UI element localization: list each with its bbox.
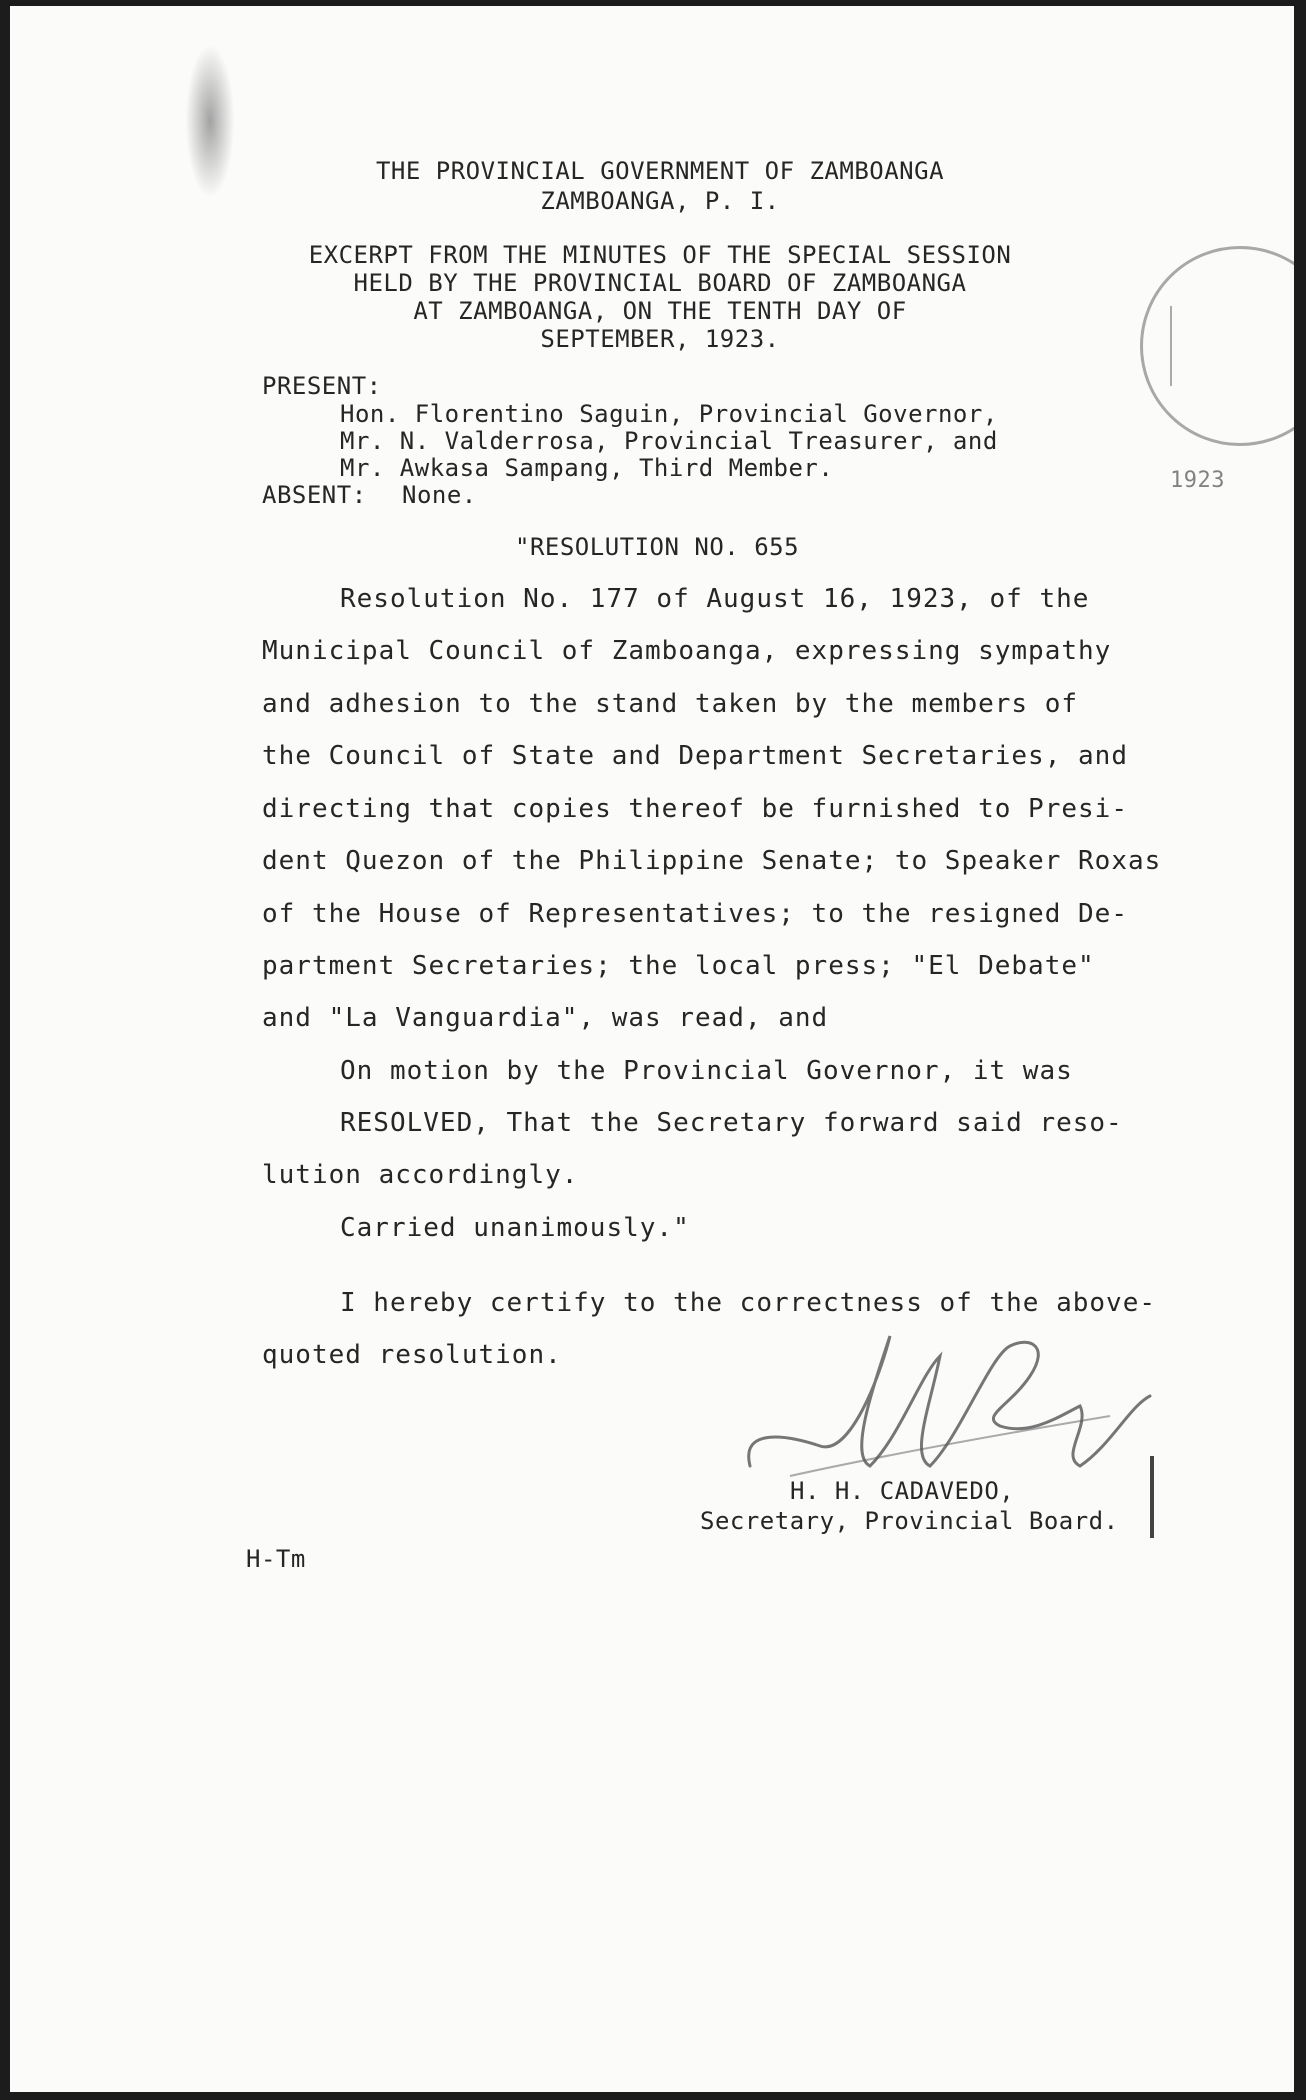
excerpt-line-4: SEPTEMBER, 1923. — [540, 325, 780, 353]
handwritten-signature — [730, 1316, 1190, 1496]
signatory-name: H. H. CADAVEDO, — [790, 1477, 1015, 1505]
present-member-2: Mr. N. Valderrosa, Provincial Treasurer, and — [340, 427, 998, 455]
signatory-title: Secretary, Provincial Board. — [700, 1507, 1119, 1535]
certify-line-2: quoted resolution. — [262, 1340, 562, 1370]
absent-value: None. — [402, 481, 477, 509]
excerpt-line-2: HELD BY THE PROVINCIAL BOARD OF ZAMBOANGA — [353, 269, 967, 297]
header-line-2: ZAMBOANGA, P. I. — [540, 187, 780, 215]
body-line-12: lution accordingly. — [262, 1160, 579, 1190]
body-line-1: Resolution No. 177 of August 16, 1923, of the — [340, 584, 1090, 614]
body-line-6: dent Quezon of the Philippine Senate; to Speaker Roxas — [262, 846, 1162, 876]
certify-line-1: I hereby certify to the correctness of the above- — [340, 1288, 1157, 1318]
body-line-4: the Council of State and Department Secretaries, and — [262, 741, 1128, 771]
document-page — [10, 6, 1294, 2092]
body-line-9: and "La Vanguardia", was read, and — [262, 1003, 829, 1033]
body-line-3: and adhesion to the stand taken by the members of — [262, 689, 1079, 719]
body-line-2: Municipal Council of Zamboanga, expressing sympathy — [262, 636, 1112, 666]
resolution-title: "RESOLUTION NO. 655 — [515, 533, 800, 561]
body-line-10: On motion by the Provincial Governor, it was — [340, 1056, 1073, 1086]
body-line-8: partment Secretaries; the local press; "El Debate" — [262, 951, 1095, 981]
absent-label: ABSENT: — [262, 481, 367, 509]
header-line-1: THE PROVINCIAL GOVERNMENT OF ZAMBOANGA — [375, 157, 945, 185]
body-line-5: directing that copies thereof be furnished to Presi- — [262, 794, 1128, 824]
body-line-13: Carried unanimously." — [340, 1213, 690, 1243]
typist-initials: H-Tm — [246, 1545, 306, 1573]
stamp-year: 1923 — [1170, 468, 1225, 493]
excerpt-line-1: EXCERPT FROM THE MINUTES OF THE SPECIAL SESSION — [308, 241, 1012, 269]
body-line-7: of the House of Representatives; to the resigned De- — [262, 899, 1128, 929]
excerpt-line-3: AT ZAMBOANGA, ON THE TENTH DAY OF — [413, 297, 907, 325]
present-member-1: Hon. Florentino Saguin, Provincial Governor, — [340, 400, 998, 428]
present-member-3: Mr. Awkasa Sampang, Third Member. — [340, 454, 834, 482]
ink-smudge — [186, 46, 234, 196]
body-line-11: RESOLVED, That the Secretary forward said reso- — [340, 1108, 1123, 1138]
margin-bracket — [1150, 1456, 1154, 1538]
stamp-mark — [1170, 306, 1262, 386]
present-label: PRESENT: — [262, 372, 382, 400]
